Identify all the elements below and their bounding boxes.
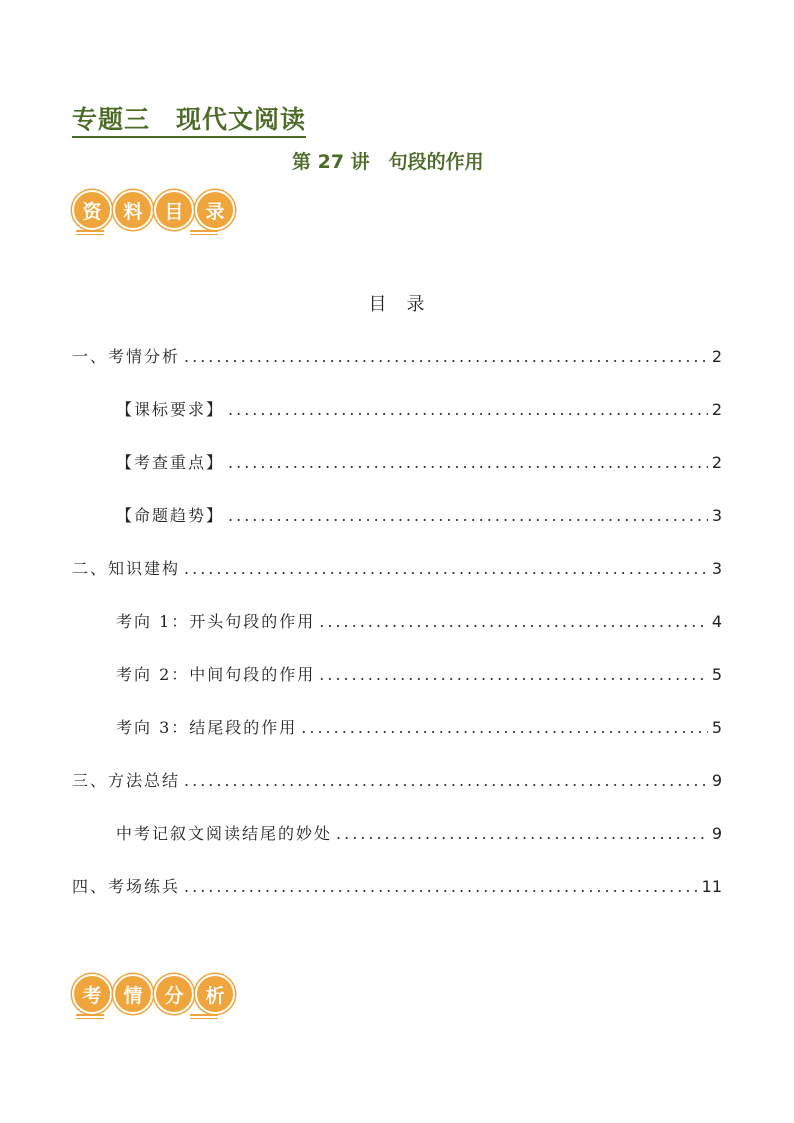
toc-page-number: 9 <box>711 824 722 843</box>
badge-char: 情 <box>113 974 153 1014</box>
badge-char: 资 <box>72 190 112 230</box>
toc-entry[interactable] <box>116 397 722 420</box>
toc-entry-label: 【考查重点】 <box>116 453 225 472</box>
toc-entry[interactable] <box>72 556 722 579</box>
badge-underline-right <box>190 1014 218 1020</box>
toc-leader <box>319 612 708 631</box>
toc-entry-label: 二、知识建构 <box>72 559 181 578</box>
badge-underline-left <box>76 1014 104 1020</box>
toc-page-number: 9 <box>711 771 722 790</box>
toc-entry[interactable] <box>116 715 722 738</box>
toc-entry[interactable] <box>72 874 722 897</box>
badge-underline-left <box>76 230 104 236</box>
badge-char: 分 <box>154 974 194 1014</box>
toc-page-number: 2 <box>711 453 722 472</box>
badge-char: 录 <box>195 190 235 230</box>
badge-char: 料 <box>113 190 153 230</box>
toc-entry[interactable] <box>116 450 722 473</box>
toc-page-number: 2 <box>711 400 722 419</box>
badge-row-toc <box>72 190 235 230</box>
toc-entry[interactable] <box>116 821 722 844</box>
toc-entry[interactable] <box>116 609 722 632</box>
toc-leader <box>184 771 708 790</box>
badge-row-analysis <box>72 974 235 1014</box>
toc-leader <box>319 665 708 684</box>
toc-page-number: 3 <box>711 506 722 525</box>
toc-entry-label: 【课标要求】 <box>116 400 225 419</box>
toc-entry[interactable] <box>116 503 722 526</box>
toc-entry-label: 考向 1：开头句段的作用 <box>116 612 316 631</box>
badge-underline-right <box>190 230 218 236</box>
toc-entry-label: 一、考情分析 <box>72 347 181 366</box>
toc-page-number: 2 <box>711 347 722 366</box>
toc-leader <box>184 347 708 366</box>
section-title: 专题三 现代文阅读 <box>72 100 306 136</box>
toc-leader <box>228 400 708 419</box>
toc-entry-label: 三、方法总结 <box>72 771 181 790</box>
toc-entry-label: 考向 3：结尾段的作用 <box>116 718 298 737</box>
toc-page-number: 5 <box>711 718 722 737</box>
toc-entry-label: 中考记叙文阅读结尾的妙处 <box>116 824 333 843</box>
toc-leader <box>336 824 708 843</box>
toc-entry-label: 【命题趋势】 <box>116 506 225 525</box>
lecture-title: 第 27 讲 句段的作用 <box>292 151 484 173</box>
toc-leader <box>184 877 698 896</box>
toc-entry[interactable] <box>72 344 722 367</box>
toc-page-number: 4 <box>711 612 722 631</box>
badge-char: 考 <box>72 974 112 1014</box>
toc-leader <box>228 506 708 525</box>
toc-page-number: 5 <box>711 665 722 684</box>
toc-entry[interactable] <box>116 662 722 685</box>
toc-leader <box>184 559 708 578</box>
toc-leader <box>301 718 708 737</box>
toc-page-number: 11 <box>701 877 722 896</box>
badge-char: 析 <box>195 974 235 1014</box>
badge-char: 目 <box>154 190 194 230</box>
toc-leader <box>228 453 708 472</box>
toc-page-number: 3 <box>711 559 722 578</box>
toc-entry[interactable] <box>72 768 722 791</box>
toc-entry-label: 考向 2：中间句段的作用 <box>116 665 316 684</box>
toc-title: 目 录 <box>368 294 426 315</box>
toc-entry-label: 四、考场练兵 <box>72 877 181 896</box>
